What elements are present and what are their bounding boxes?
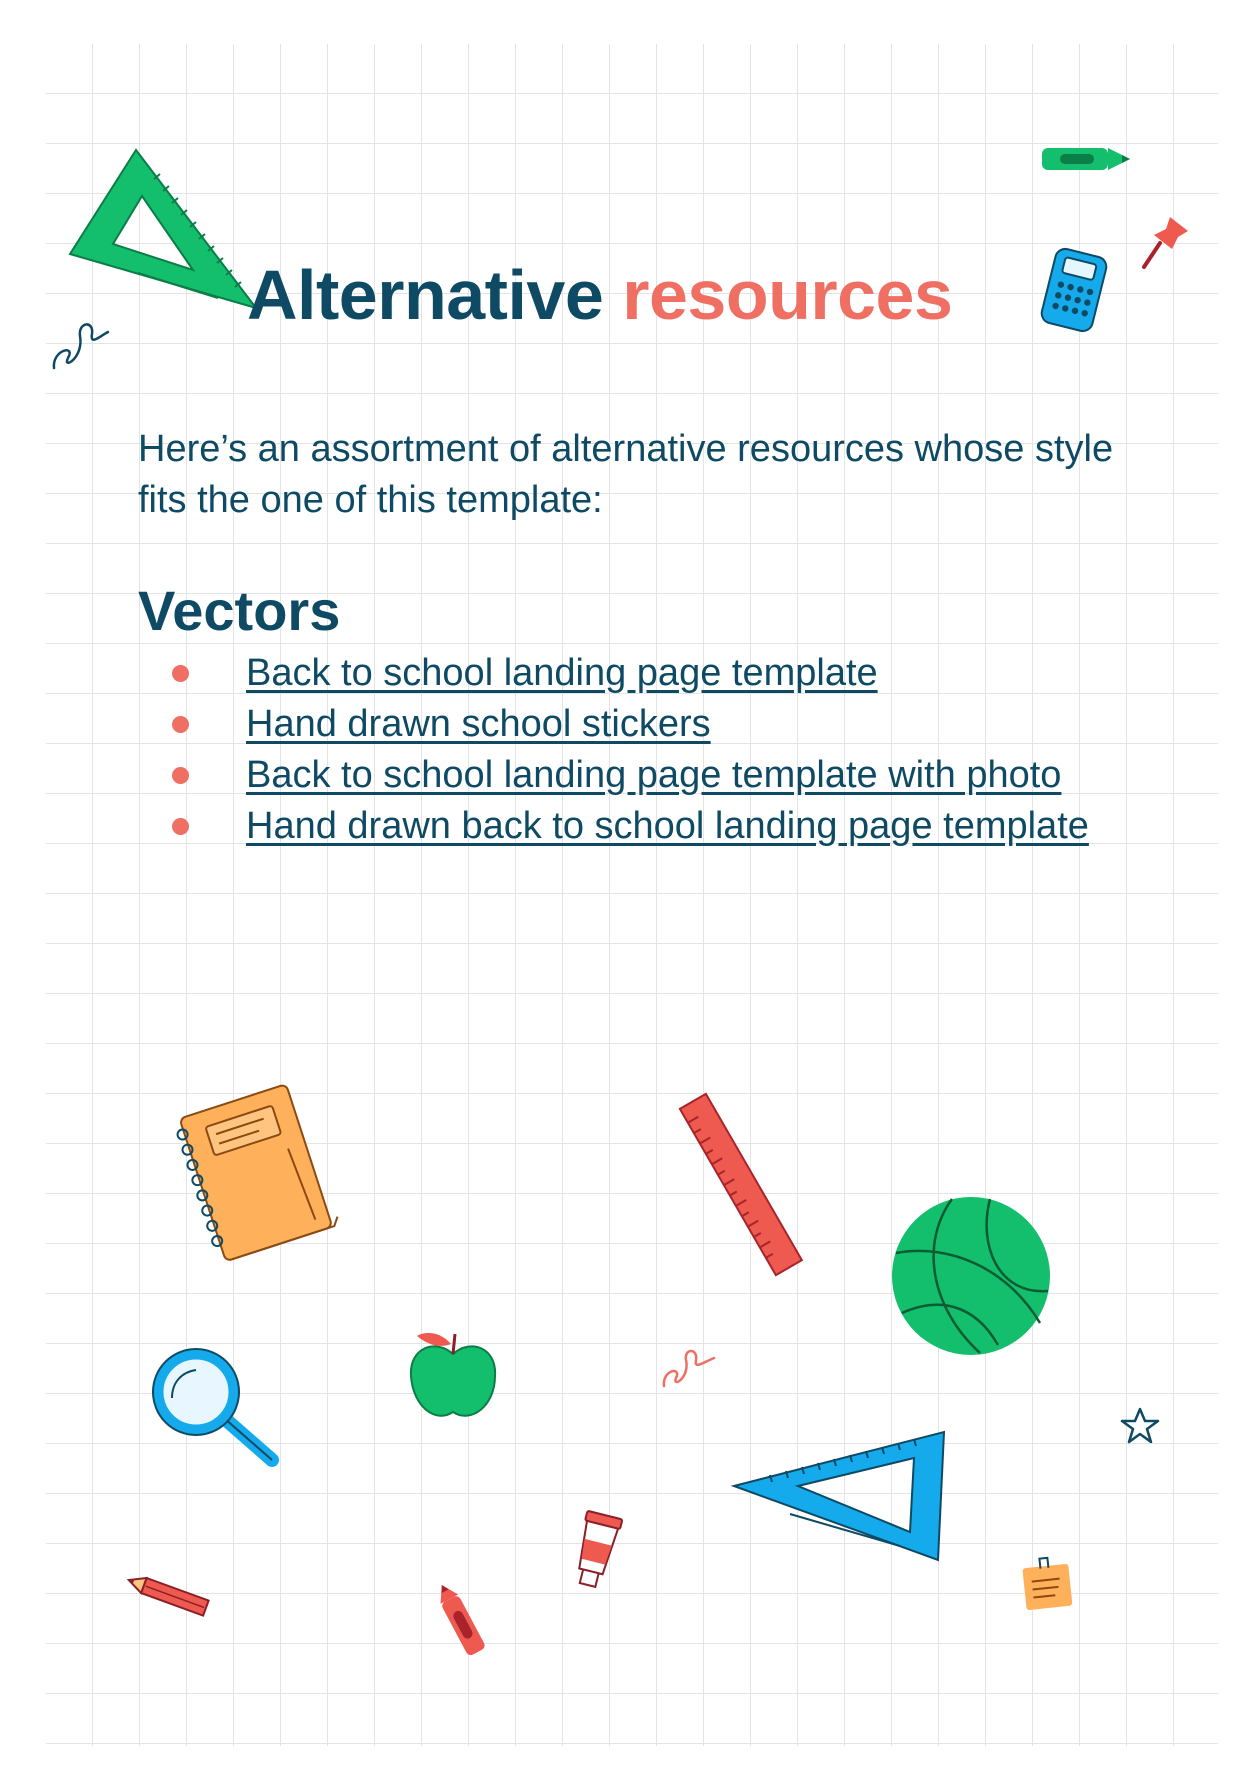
pencil-icon	[122, 1570, 212, 1620]
resource-link-1[interactable]: Back to school landing page template	[246, 652, 878, 694]
squiggle-icon	[660, 1340, 718, 1390]
crayon-icon	[430, 1578, 494, 1668]
set-square-icon	[68, 148, 258, 313]
set-square-icon	[730, 1428, 950, 1564]
resource-list	[246, 648, 1146, 852]
notebook-icon	[160, 1068, 350, 1278]
magnifying-glass-icon	[148, 1348, 282, 1472]
bullet-icon	[172, 818, 189, 835]
squiggle-icon	[50, 312, 114, 372]
section-heading: Vectors	[138, 579, 341, 642]
push-pin-icon	[1140, 215, 1190, 271]
bullet-icon	[172, 767, 189, 784]
bullet-icon	[172, 716, 189, 733]
crayon-icon	[1040, 140, 1132, 178]
star-icon	[1120, 1406, 1160, 1446]
list-item	[246, 801, 1146, 852]
title-part-2: resources	[622, 256, 953, 334]
resource-link-4[interactable]: Hand drawn back to school landing page template	[246, 805, 1089, 847]
apple-icon	[405, 1320, 501, 1424]
basketball-icon	[890, 1195, 1052, 1357]
title-part-1: Alternative	[247, 256, 604, 334]
list-item	[246, 750, 1146, 801]
list-item	[246, 648, 1146, 699]
resource-link-3[interactable]: Back to school landing page template with photo	[246, 754, 1062, 796]
ruler-icon	[670, 1085, 810, 1285]
resource-link-2[interactable]: Hand drawn school stickers	[246, 703, 711, 745]
list-item	[246, 699, 1146, 750]
page-title	[247, 255, 952, 335]
calculator-icon	[1038, 246, 1110, 334]
intro-paragraph: Here’s an assortment of alternative resources whose style fits the one of this template:	[138, 428, 1114, 521]
sticky-note-icon	[1018, 1554, 1076, 1612]
paint-tube-icon	[568, 1508, 624, 1594]
bullet-icon	[172, 665, 189, 682]
